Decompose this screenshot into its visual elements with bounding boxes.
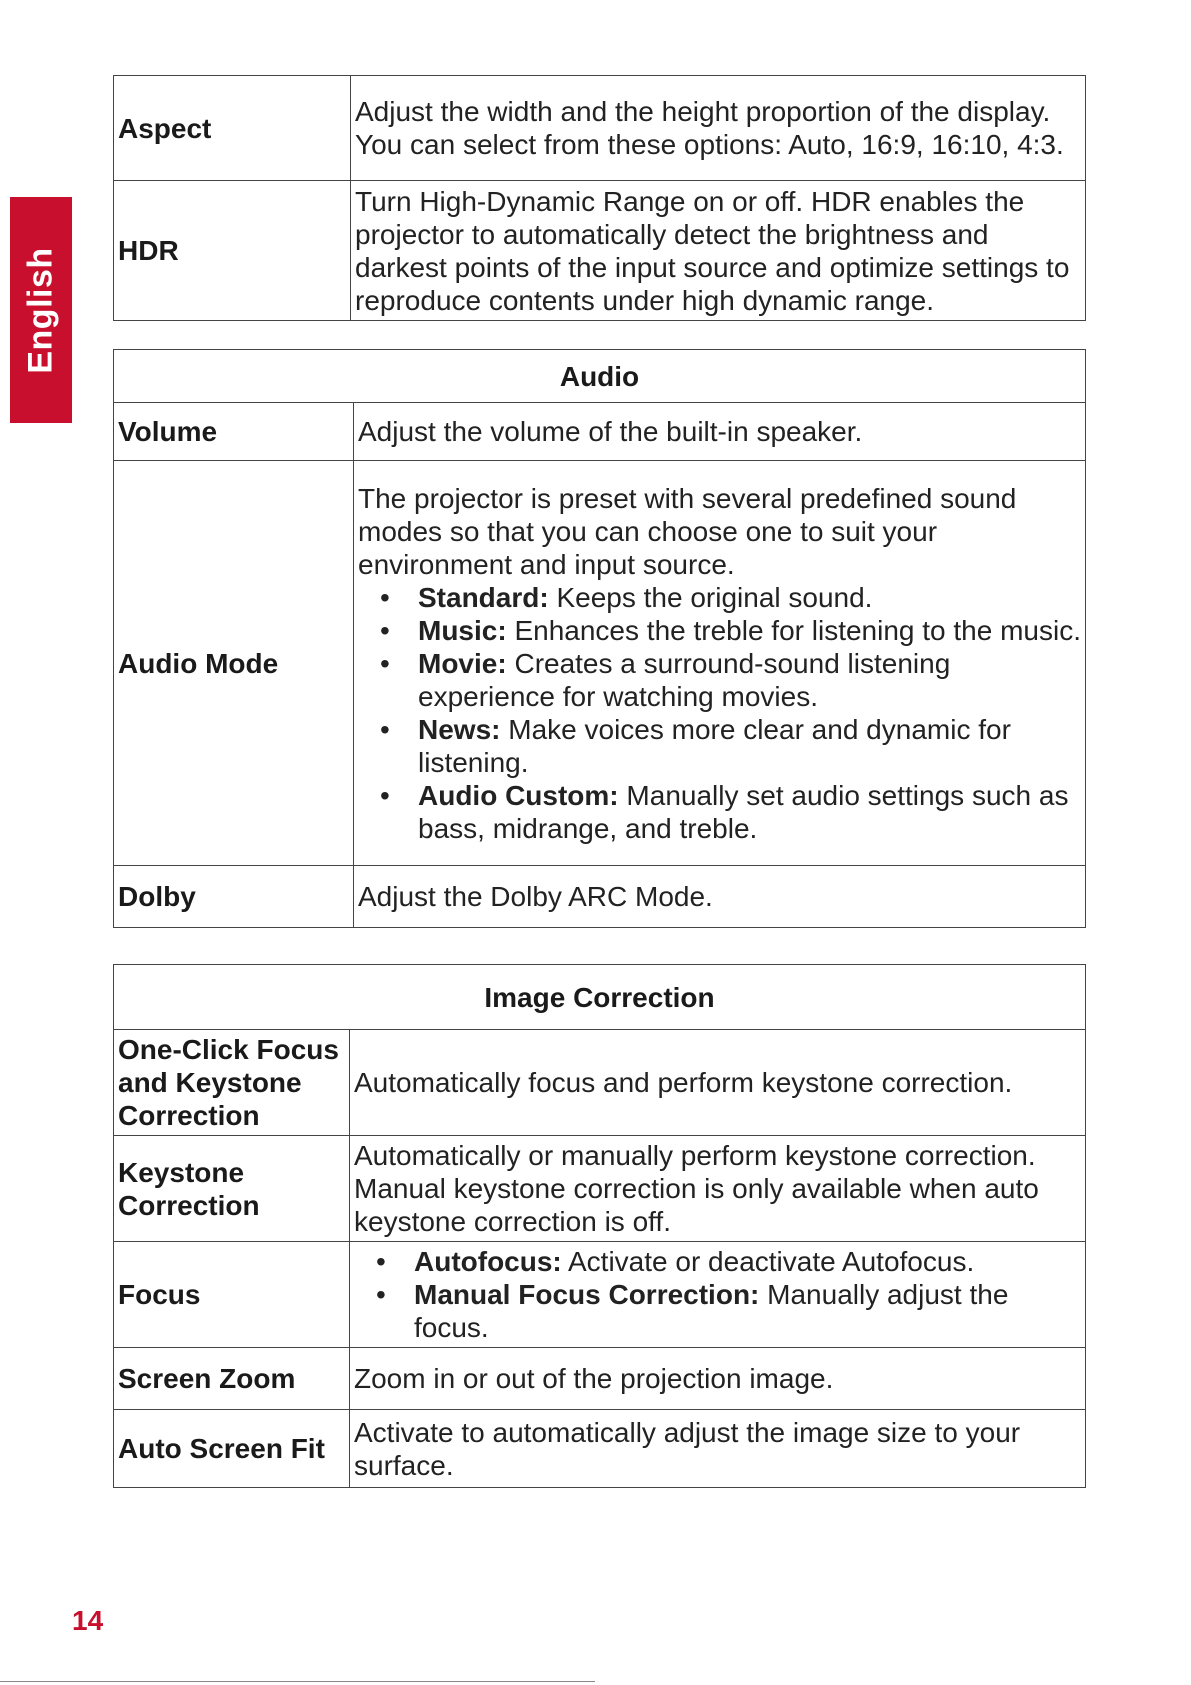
list-item-term: Manual Focus Correction: (414, 1279, 760, 1310)
footer-divider (0, 1681, 595, 1682)
row-description: Automatically focus and perform keystone correction. (350, 1030, 1086, 1136)
list-item-term: Audio Custom: (418, 779, 619, 811)
list-item-text: Creates a surround-sound listening experience for watching movies. (418, 647, 951, 712)
bullet: • (376, 1279, 386, 1310)
bullet: • (380, 581, 390, 613)
table-row (114, 76, 1086, 181)
language-side-tab-label: English (21, 246, 60, 374)
bullet: • (380, 713, 390, 745)
table-row (114, 1410, 1086, 1488)
row-description: Adjust the Dolby ARC Mode. (354, 866, 1086, 928)
image-correction-table (113, 964, 1086, 1488)
row-label: Audio Mode (114, 461, 354, 866)
row-description: Zoom in or out of the projection image. (350, 1348, 1086, 1410)
audio-mode-intro: The projector is preset with several predefined sound modes so that you can choose one to suit your environment and input source. (358, 482, 1017, 580)
list-item-term: Movie: (418, 647, 507, 679)
list-item-term: Standard: (418, 581, 549, 613)
list-item-text: Activate or deactivate Autofocus. (561, 1246, 975, 1277)
row-description: Adjust the volume of the built-in speaker. (354, 403, 1086, 461)
row-description: Adjust the width and the height proportion of the display. You can select from these options: Auto, 16:9, 16:10, 4:3. (351, 76, 1086, 181)
row-label: Volume (114, 403, 354, 461)
list-item-term: Music: (418, 614, 507, 646)
table-row (114, 1348, 1086, 1410)
row-label: Dolby (114, 866, 354, 928)
list-item (358, 713, 1081, 779)
table-header-row (114, 965, 1086, 1030)
row-label: Auto Screen Fit (114, 1410, 350, 1488)
list-item-term: Autofocus: (414, 1246, 562, 1277)
bullet: • (380, 647, 390, 679)
bullet: • (376, 1246, 386, 1277)
table-row (114, 1242, 1086, 1348)
row-label: Aspect (114, 76, 351, 181)
row-label: Focus (114, 1242, 350, 1348)
list-item-term: News: (418, 713, 501, 745)
list-item-text: Manually set audio settings such as bass, midrange, and treble. (418, 779, 1069, 844)
row-description: Turn High-Dynamic Range on or off. HDR enables the projector to automatically detect the brightness and darkest points of the input source and optimize settings to reproduce contents under high dynamic range. (351, 181, 1086, 321)
list-item (358, 779, 1081, 845)
table-header-row (114, 350, 1086, 403)
list-item (354, 1278, 1081, 1344)
image-correction-section-title: Image Correction (114, 965, 1086, 1030)
focus-list (354, 1245, 1081, 1344)
page-number: 14 (72, 1605, 104, 1636)
list-item-text: Enhances the treble for listening to the music. (506, 614, 1082, 646)
table-row (114, 403, 1086, 461)
row-label: Screen Zoom (114, 1348, 350, 1410)
table-row (114, 1136, 1086, 1242)
row-label: One-Click Focus and Keystone Correction (114, 1030, 350, 1136)
audio-mode-list (358, 581, 1081, 845)
row-description: Activate to automatically adjust the image size to your surface. (350, 1410, 1086, 1488)
audio-section-title: Audio (114, 350, 1086, 403)
language-side-tab (10, 197, 72, 423)
list-item (358, 581, 1081, 614)
bullet: • (380, 779, 390, 811)
list-item (354, 1245, 1081, 1278)
row-description (354, 461, 1086, 866)
row-label: HDR (114, 181, 351, 321)
picture-settings-table (113, 75, 1086, 321)
list-item-text: Manually adjust the focus. (414, 1279, 1009, 1343)
table-row (114, 866, 1086, 928)
list-item-text: Make voices more clear and dynamic for listening. (418, 713, 1011, 778)
list-item (358, 647, 1081, 713)
table-row (114, 461, 1086, 866)
bullet: • (380, 614, 390, 646)
list-item-text: Keeps the original sound. (548, 581, 873, 613)
table-row (114, 1030, 1086, 1136)
row-description: Automatically or manually perform keystone correction. Manual keystone correction is only available when auto keystone correction is off. (350, 1136, 1086, 1242)
audio-table (113, 349, 1086, 928)
row-label: Keystone Correction (114, 1136, 350, 1242)
list-item (358, 614, 1081, 647)
table-row (114, 181, 1086, 321)
row-description (350, 1242, 1086, 1348)
